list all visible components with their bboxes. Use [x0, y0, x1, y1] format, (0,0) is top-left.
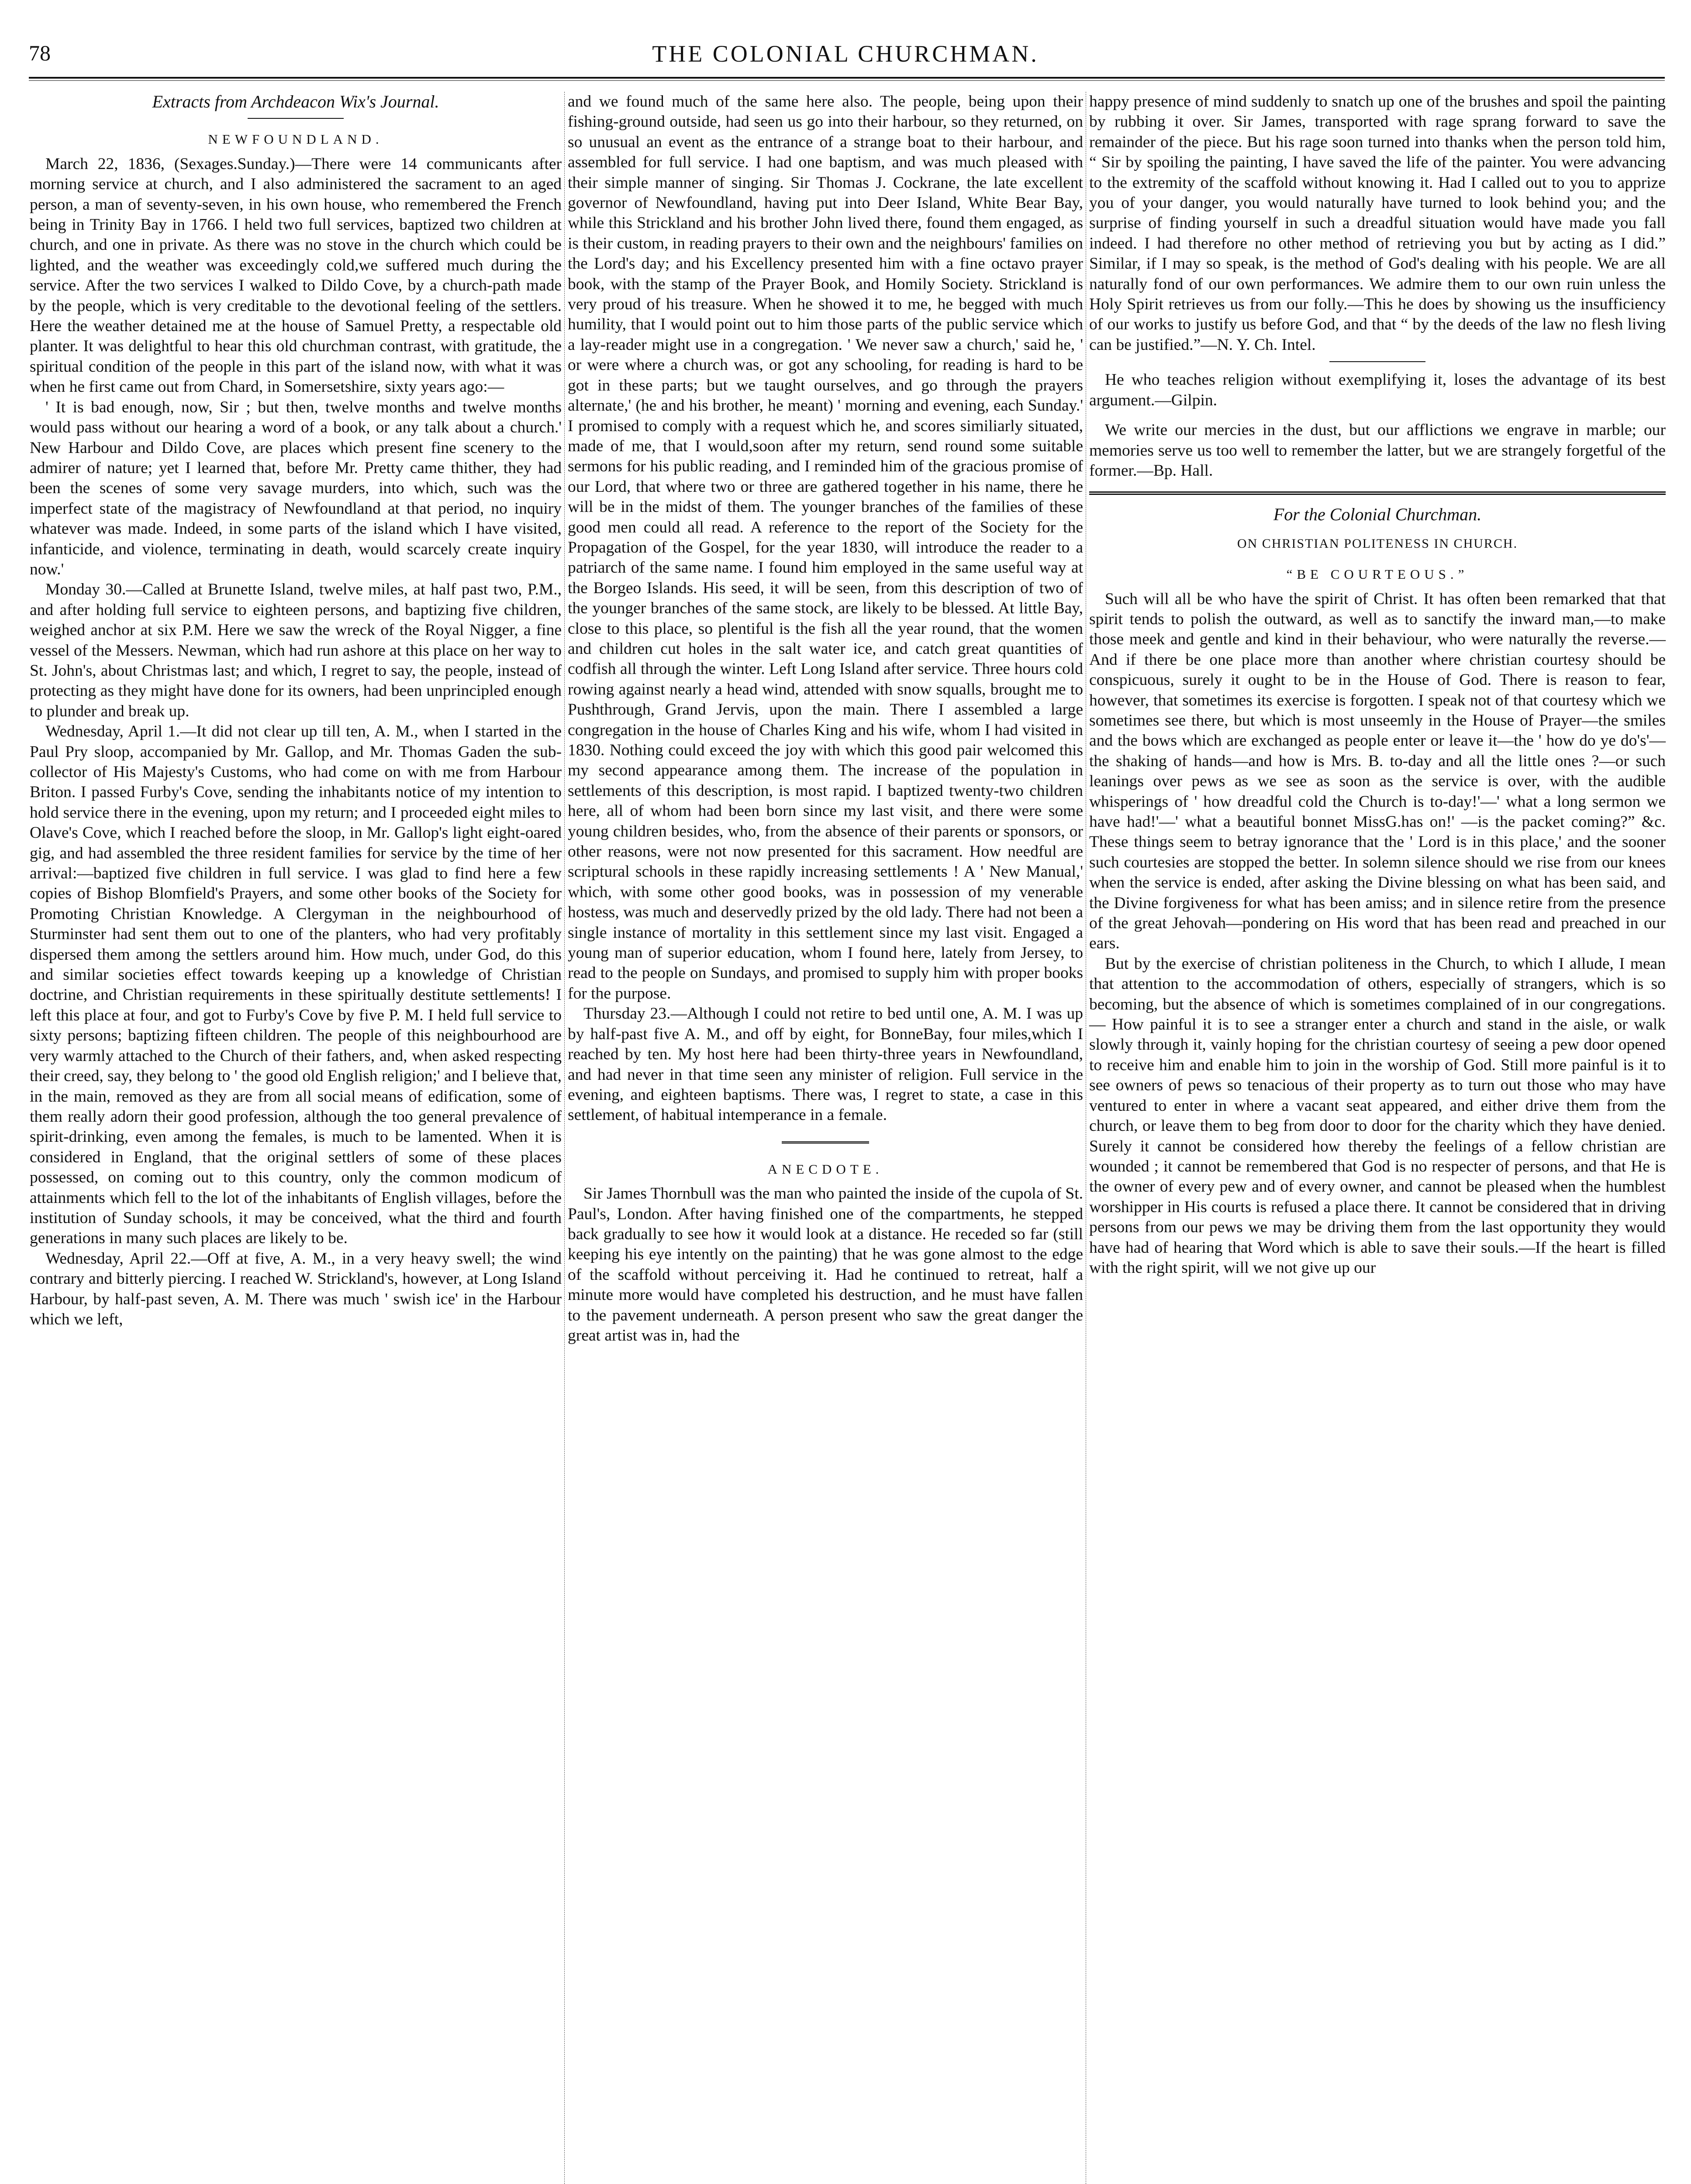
heading-rule — [248, 118, 344, 119]
paragraph: ' It is bad enough, now, Sir ; but then, twelve months and twelve months would pass without our hearing a word of a book, or any talk about a church.' New Harbour and Dildo Cove, are places which present fine scenery to the admirer of nature; yet I learned that, before Mr. Pretty came thither, they had been the scenes of some very savage murders, into which, such was the imperfect state of the magistracy of Newfoundland at that period, no inquiry whatever was made. Indeed, in some parts of the island which I have visited, infanticide, and violence, terminating in death, would scarcely create inquiry now.' — [30, 398, 562, 578]
paragraph: happy presence of mind suddenly to snatch up one of the brushes and spoil the painting by rubbing it over. Sir James, transported with rage sprang forward to save the remainder of the piece. But his rage soon turned into thanks when the person told him, “ Sir by spoiling the painting, I have saved the life of the painter. You were advancing to the extremity of the scaffold without knowing it. Had I called out to you to apprize you of your danger, you would naturally have turned to look behind you; and the surprise of finding yourself in such a dreadful situation would have made you fall indeed. I had therefore no other method of retrieving you but by acting as I did.” Similar, if I may so speak, is the method of God's dealing with his people. We are all naturally fond of our own performances. We admire them to our own ruin unless the Holy Spirit retrieves us from our folly.—This he does by showing us the insufficiency of our works to justify us before God, and that “ by the deeds of the law no flesh living can be justified.”—N. Y. Ch. Intel. — [1089, 93, 1666, 354]
article-subheading: NEWFOUNDLAND. — [208, 131, 383, 147]
running-title: THE COLONIAL CHURCHMAN. — [652, 41, 1039, 67]
header-rule-thin — [29, 80, 1665, 81]
paragraph: He who teaches religion without exemplifying it, loses the advantage of its best argument.—Gilpin. — [1089, 371, 1666, 409]
paragraph: and we found much of the same here also. The people, being upon their fishing-ground outside, had seen us go into their harbour, so they returned, on so unusual an event as the entrance of a strange boat to their harbour, and assembled for full service. I had one baptism, and was much pleased with their simple manner of singing. Sir Thomas J. Cockrane, the late excellent governor of Newfoundland, having put into Deer Island, White Bear Bay, while this Strickland and his brother John lived there, found them engaged, as is their custom, in reading prayers to their own and the neighbours' families on the Lord's day; and his Excellency presented him with a fine octavo prayer book, with the stamp of the Prayer Book, and Homily Society. Strickland is very proud of his treasure. When he showed it to me, he begged with much humility, that I would point out to him those parts of the public service which a lay-reader might use in a congregation. ' We never saw a church,' said he, ' or were where a church was, or got any schooling, for reading is hard to be got in these parts; but we taught ourselves, and go through the prayers alternate,' (he and his brother, he meant) ' morning and evening, each Sunday.' I promised to comply with a request which he, and scores similiarly situated, made of me, that I would,soon after my return, send round some suitable sermons for his public reading, and I reminded him of the gracious promise of our Lord, that where two or three are gathered together in his name, there he will be in the midst of them. The younger branches of the families of these good men could all read. A reference to the report of the Society for the Propagation of the Gospel, for the year 1830, will introduce the reader to a patriarch of the same name. I found him employed in the same useful way at the Borgeo Islands. His seed, it will be seen, from this description of two of the younger branches of the same stock, are likely to be blessed. At little Bay, close to this place, so plentiful is the fish all the year round, that the women and children cut holes in the salt water ice, and catch great quantities of codfish all through the winter. Left Long Island after service. Three hours cold rowing against nearly a head wind, attended with snow squalls, brought me to Pushthrough, Grand Jervis, upon the main. There I assembled a large congregation in the house of Charles King and his wife, whom I had visited in 1830. Nothing could exceed the joy with which this good pair welcomed this my second appearance among them. The increase of the population in settlements of this description, is most rapid. I baptized twenty-two children here, all of whom had been born since my last visit, and there were some young children besides, who, from the absence of their parents or sponsors, or other reasons, were not now presented for this sacrament. How needful are scriptural schools in these rapidly increasing settlements ! A ' New Manual,' which, with some other good books, was in possession of my venerable hostess, was much and deservedly prized by the old lady. There had not been a single instance of mortality in this settlement since my last visit. Engaged a young man of superior education, whom I found here, lately from Jersey, to read to the people on Sundays, and promised to supply him with proper books for the purpose. — [568, 93, 1083, 1002]
paragraph: Sir James Thornbull was the man who painted the inside of the cupola of St. Paul's, London. After having finished one of the compartments, he stepped back gradually to see how it would look at a distance. He receded so far (still keeping his eye intently on the painting) that he was gone almost to the edge of the scaffold without perceiving it. Had he continued to retreat, half a minute more would have completed his destruction, and he must have fallen to the pavement underneath. A person present who saw the great danger the great artist was in, had the — [568, 1185, 1083, 1344]
column-divider-1 — [564, 92, 565, 2184]
paragraph: Wednesday, April 1.—It did not clear up till ten, A. M., when I started in the Paul Pry sloop, accompanied by Mr. Gallop, and Mr. Thomas Gaden the sub-collector of His Majesty's Customs, who had come on with me from Harbour Briton. I passed Furby's Cove, sending the inhabitants notice of my intention to hold service there in the evening, upon my return; and I proceeded eight miles to Olave's Cove, which I reached before the sloop, in Mr. Gallop's light eight-oared gig, and had assembled the three resident families for service by the time of her arrival:—baptized five children in full service. I was glad to find here a few copies of Bishop Blomfield's Prayers, and some other books of the Society for Promoting Christian Knowledge. A Clergyman in the neighbourhood of Sturminster had sent them out to one of the planters, who had very profitably dispersed them among the settlers around him. How much, under God, do this and similar societies effect towards keeping up a knowledge of Christian doctrine, and Christian requirements in these spiritually destitute settlements! I left this place at four, and got to Furby's Cove by five P. M. I held full service to sixty persons; baptizing fifteen children. The people of this neighbourhood are very warmly attached to the Church of their fathers, and, when asked respecting their creed, say, they belong to ' the good old English religion;' and I believe that, in the main, removed as they are from all social means of edification, some of them really adorn their good profession, although the too general prevalence of spirit-drinking, even among the females, is much to be lamented. When it is considered in England, that the original settlers of some of these places possessed, on coming out to this country, only the common modicum of attainments which fell to the lot of the inhabitants of English villages, before the institution of Sunday schools, it may be conceived, what the third and fourth generations in many such places are likely to be. — [30, 722, 562, 1248]
section-rule — [782, 1141, 869, 1144]
paragraph: March 22, 1836, (Sexages.Sunday.)—There were 14 communicants after morning service at church, and I also administered the sacrament to an aged person, a man of seventy-seven, in his own house, who remembered the French being in Trinity Bay in 1766. I held two full services, baptized two children at church, and one in private. As there was no stove in the church which could be lighted, and the weather was exceedingly cold,we suffered much during the service. After the two services I walked to Dildo Cove, by a church-path made by the people, which is very creditable to the devotional feeling of the settlers. Here the weather detained me at the house of Samuel Pretty, a respectable old planter. It was delightful to hear this old churchman contrast, with gratitude, the spiritual condition of the people in this part of the island now, with what it was when he first came out from Chard, in Somersetshire, sixty years ago:— — [30, 155, 562, 396]
paragraph: We write our mercies in the dust, but our afflictions we engrave in marble; our memories serve us too well to remember the latter, but we are strangely forgetful of the former.—Bp. Hall. — [1089, 421, 1666, 480]
paragraph: But by the exercise of christian politeness in the Church, to which I allude, I mean that attention to the accommodation of others, especially of strangers, which is so becoming, but the absence of which is sometimes complained of in our congregations.— How painful it is to see a stranger enter a church and stand in the aisle, or walk slowly through it, vainly hoping for the christian courtesy of seeing a pew door opened to receive him and enable him to join in the worship of God. Still more painful is it to see owners of pews so tenacious of their property as to turn out those who may have ventured to enter in where a vacant seat appeared, and either drive them from the church, or leave them to beg from door to door for the charity which they have denied. Surely it cannot be considered how thereby the feelings of a fellow christian are wounded ; it cannot be remembered that God is no respecter of persons, and that He is the owner of every pew and of every owner, and cannot be pleased when the humblest worshipper in His courts is refused a place there. It cannot be considered that in driving persons from our pews we may be driving them from the last opportunity they would have had of hearing that Word which is able to save their souls.—If the heart is filled with the right spirit, will we not give up our — [1089, 954, 1666, 1277]
anecdote-title: ANECDOTE. — [767, 1161, 883, 1177]
paragraph: Monday 30.—Called at Brunette Island, twelve miles, at half past two, P.M., and after holding full service to eighteen persons, and baptizing five children, weighed anchor at six P.M. Here we saw the wreck of the Royal Nigger, a fine vessel of the Messers. Newman, which had run ashore at this place on her way to St. John's, about Christmas last; and which, I regret to say, the people, instead of protecting as they might have done for its owners, had been unprincipled enough to plunder and break up. — [30, 581, 562, 720]
divider-rule — [1329, 361, 1425, 362]
column-1 — [30, 92, 562, 1330]
article-heading: Extracts from Archdeacon Wix's Journal. — [152, 92, 439, 111]
header-rule — [29, 77, 1665, 79]
paragraph: Thursday 23.—Although I could not retire to bed until one, A. M. I was up by half-past five A. M., and off by eight, for BonneBay, four miles,which I reached by ten. My host here had been thirty-three years in Newfoundland, and had never in that time seen any minister of religion. Full service in the evening, and eighteen baptisms. There was, I regret to state, a case in this settlement, of habitual intemperance in a female. — [568, 1005, 1083, 1124]
article-motto: “BE COURTEOUS.” — [1286, 567, 1469, 582]
paragraph: Such will all be who have the spirit of Christ. It has often been remarked that that spirit tends to polish the outward, as well as to sanctify the inward man,—to make those meek and gentle and kind in their behaviour, who were naturally the reverse.— And if there be one place more than another where christian courtesy should be conspicuous, surely it ought to be in the House of God. There is reason to fear, however, that sometimes its exercise is forgotten. I speak not of that courtesy which we sometimes see there, but which is most unseemly in the House of Prayer—the smiles and the bows which are exchanged as people enter or leave it—the ' how do ye do's'—the shaking of hands—and how is Mrs. B. to-day and all the little ones ?—or such leanings over pews as we see as soon as the service is over, with the audible whisperings of ' how dreadful cold the Church is to-day!'—' what a long sermon we have had!'—' what a beautiful bonnet MissG.has on!' —is the packet coming?” &c. These things seem to betray ignorance that the ' Lord is in this place,' and the sooner such courtesies are stopped the better. In solemn silence should we rise from our knees when the service is ended, after asking the Divine blessing on what has been said, and the Divine forgiveness for what has been amiss; and in silence retire from the presence of the great Jehovah—pondering on His word that has been read and preached in our ears. — [1089, 590, 1666, 953]
article-heading: For the Colonial Churchman. — [1273, 505, 1482, 525]
column-3 — [1089, 92, 1666, 1278]
paragraph: Wednesday, April 22.—Off at five, A. M., in a very heavy swell; the wind contrary and bitterly piercing. I reached W. Strickland's, however, at Long Island Harbour, by half-past seven, A. M. There was much ' swish ice' in the Harbour which we left, — [30, 1249, 562, 1328]
article-title: ON CHRISTIAN POLITENESS IN CHURCH. — [1237, 536, 1518, 551]
page-number: 78 — [29, 41, 51, 65]
section-rule — [1089, 491, 1666, 495]
column-2 — [568, 92, 1083, 1346]
